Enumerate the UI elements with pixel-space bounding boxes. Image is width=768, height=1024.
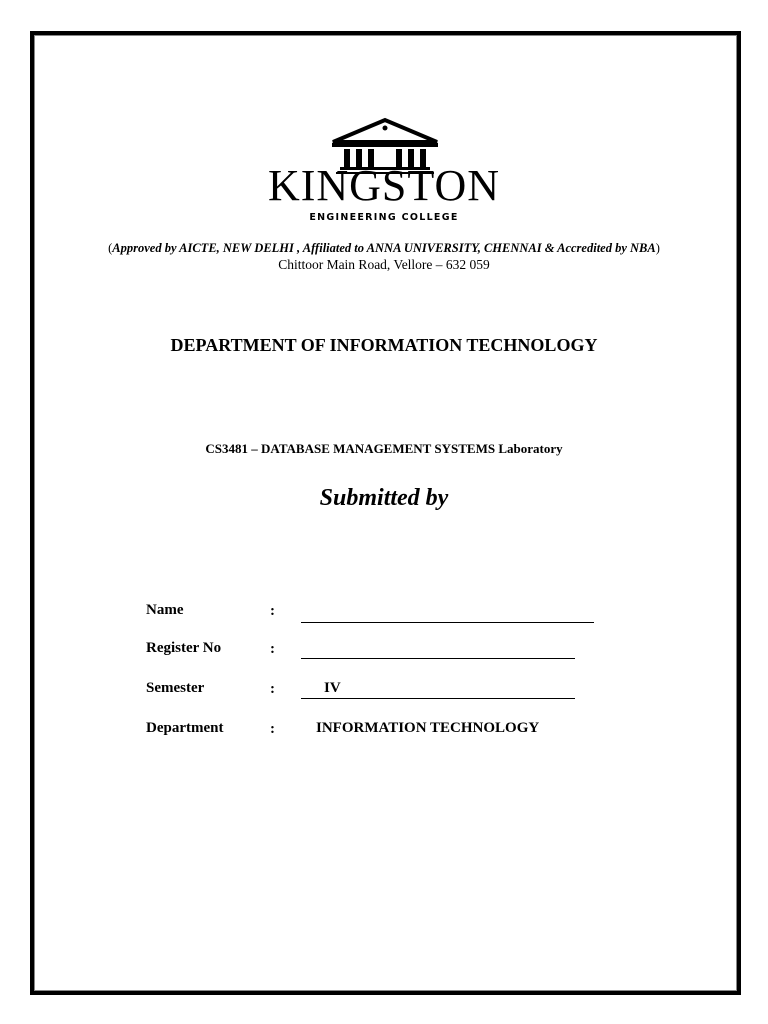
- college-address: Chittoor Main Road, Vellore – 632 059: [278, 257, 490, 272]
- register-no-label: Register No: [146, 640, 222, 656]
- college-logo-text: KINGSTON: [267, 161, 501, 210]
- register-no-colon: :: [270, 641, 275, 657]
- course-title: CS3481 – DATABASE MANAGEMENT SYSTEMS Laboratory: [205, 441, 563, 456]
- department-colon: :: [270, 721, 275, 737]
- approval-text: Approved by AICTE, NEW DELHI , Affiliated to ANNA UNIVERSITY, CHENNAI & Accredited by NBA: [112, 241, 656, 255]
- semester-label: Semester: [146, 680, 205, 696]
- name-field-line[interactable]: [301, 622, 594, 623]
- semester-field-line[interactable]: [301, 698, 575, 699]
- semester-value: IV: [324, 680, 341, 696]
- semester-colon: :: [270, 681, 275, 697]
- approval-line: (Approved by AICTE, NEW DELHI , Affiliated to ANNA UNIVERSITY, CHENNAI & Accredited by NBA): [108, 241, 660, 255]
- department-label: Department: [146, 720, 224, 736]
- college-logo-subtitle: ENGINEERING COLLEGE: [309, 212, 459, 223]
- department-title: DEPARTMENT OF INFORMATION TECHNOLOGY: [170, 335, 598, 355]
- name-label: Name: [146, 602, 184, 618]
- name-colon: :: [270, 603, 275, 619]
- submitted-by-heading: Submitted by: [319, 485, 449, 511]
- register-no-field-line[interactable]: [301, 658, 575, 659]
- department-value: INFORMATION TECHNOLOGY: [316, 720, 540, 736]
